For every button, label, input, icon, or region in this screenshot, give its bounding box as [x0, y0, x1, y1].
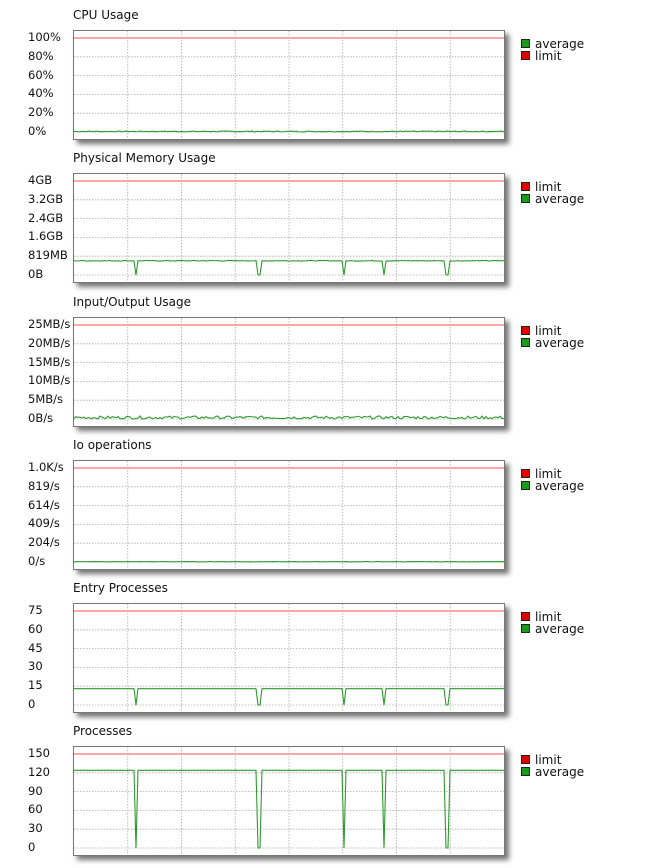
legend-swatch	[521, 39, 530, 48]
legend-swatch	[521, 182, 530, 191]
plot-svg	[74, 31, 504, 139]
legend-label: average	[535, 192, 585, 206]
y-tick-label: 20%	[28, 105, 54, 120]
y-tick-label: 1.0K/s	[28, 460, 64, 474]
y-tick-label: 2.4GB	[28, 210, 64, 225]
legend-label: average	[535, 765, 585, 779]
plot-area	[73, 173, 505, 283]
legend-swatch	[521, 194, 530, 203]
y-tick-label: 15	[28, 678, 43, 693]
y-tick-label: 60	[28, 621, 43, 636]
chart-title: CPU Usage	[73, 8, 139, 22]
chart-title: Io operations	[73, 438, 152, 452]
y-tick-label: 45	[28, 640, 43, 655]
legend-swatch	[521, 326, 530, 335]
y-tick-label: 819/s	[28, 478, 60, 493]
legend-label: limit	[535, 324, 562, 338]
legend-label: average	[535, 622, 585, 636]
y-tick-label: 1.6GB	[28, 229, 64, 244]
y-tick-label: 0	[28, 697, 36, 711]
y-tick-label: 120	[28, 764, 50, 779]
y-tick-label: 0/s	[28, 554, 46, 568]
legend-swatch	[521, 51, 530, 60]
legend-label: limit	[535, 753, 562, 767]
legend-label: average	[535, 479, 585, 493]
y-tick-label: 25MB/s	[28, 317, 71, 331]
plot-area	[73, 30, 505, 140]
y-tick-label: 409/s	[28, 516, 60, 531]
y-tick-label: 150	[28, 746, 50, 760]
legend-label: limit	[535, 49, 562, 63]
plot-svg	[74, 604, 504, 712]
y-tick-label: 20MB/s	[28, 335, 71, 350]
cpu-usage-chart-panel	[0, 8, 658, 148]
series-average-line	[74, 131, 504, 132]
plot-svg	[74, 318, 504, 426]
chart-title: Entry Processes	[73, 581, 168, 595]
y-tick-label: 0B	[28, 267, 44, 281]
legend-swatch	[521, 755, 530, 764]
y-tick-label: 30	[28, 821, 43, 836]
y-tick-label: 204/s	[28, 535, 60, 550]
legend-swatch	[521, 612, 530, 621]
physical-memory-usage-chart-panel	[0, 151, 658, 291]
y-tick-label: 15MB/s	[28, 354, 71, 369]
y-tick-label: 0	[28, 840, 36, 854]
legend-label: average	[535, 37, 585, 51]
chart-title: Input/Output Usage	[73, 295, 192, 309]
y-tick-label: 30	[28, 659, 43, 674]
y-tick-label: 10MB/s	[28, 373, 71, 388]
plot-area	[73, 746, 505, 856]
chart-title: Physical Memory Usage	[73, 151, 216, 165]
plot-area	[73, 460, 505, 570]
y-tick-label: 5MB/s	[28, 392, 63, 407]
y-tick-label: 75	[28, 603, 43, 617]
plot-area	[73, 317, 505, 427]
y-tick-label: 60	[28, 802, 43, 817]
y-tick-label: 90	[28, 783, 43, 798]
input-output-usage-chart-panel	[0, 295, 658, 435]
y-tick-label: 40%	[28, 86, 54, 101]
y-tick-label: 614/s	[28, 497, 60, 512]
legend-swatch	[521, 469, 530, 478]
chart-title: Processes	[73, 724, 133, 738]
y-tick-label: 60%	[28, 67, 54, 82]
y-tick-label: 819MB	[28, 248, 68, 263]
series-average-line	[74, 416, 504, 419]
y-tick-label: 100%	[28, 30, 61, 44]
legend-label: limit	[535, 467, 562, 481]
y-tick-label: 3.2GB	[28, 191, 64, 206]
entry-processes-chart-panel	[0, 581, 658, 721]
y-tick-label: 80%	[28, 48, 54, 63]
legend-swatch	[521, 481, 530, 490]
plot-svg	[74, 747, 504, 855]
processes-chart-panel	[0, 724, 658, 864]
y-tick-label: 0%	[28, 124, 47, 138]
legend-label: limit	[535, 180, 562, 194]
series-average-line	[74, 770, 504, 848]
legend-swatch	[521, 624, 530, 633]
legend-swatch	[521, 767, 530, 776]
y-tick-label: 0B/s	[28, 411, 54, 425]
io-operations-chart-panel	[0, 438, 658, 578]
legend-label: average	[535, 336, 585, 350]
legend-label: limit	[535, 610, 562, 624]
plot-svg	[74, 174, 504, 282]
legend-swatch	[521, 338, 530, 347]
y-tick-label: 4GB	[28, 173, 53, 187]
plot-area	[73, 603, 505, 713]
plot-svg	[74, 461, 504, 569]
